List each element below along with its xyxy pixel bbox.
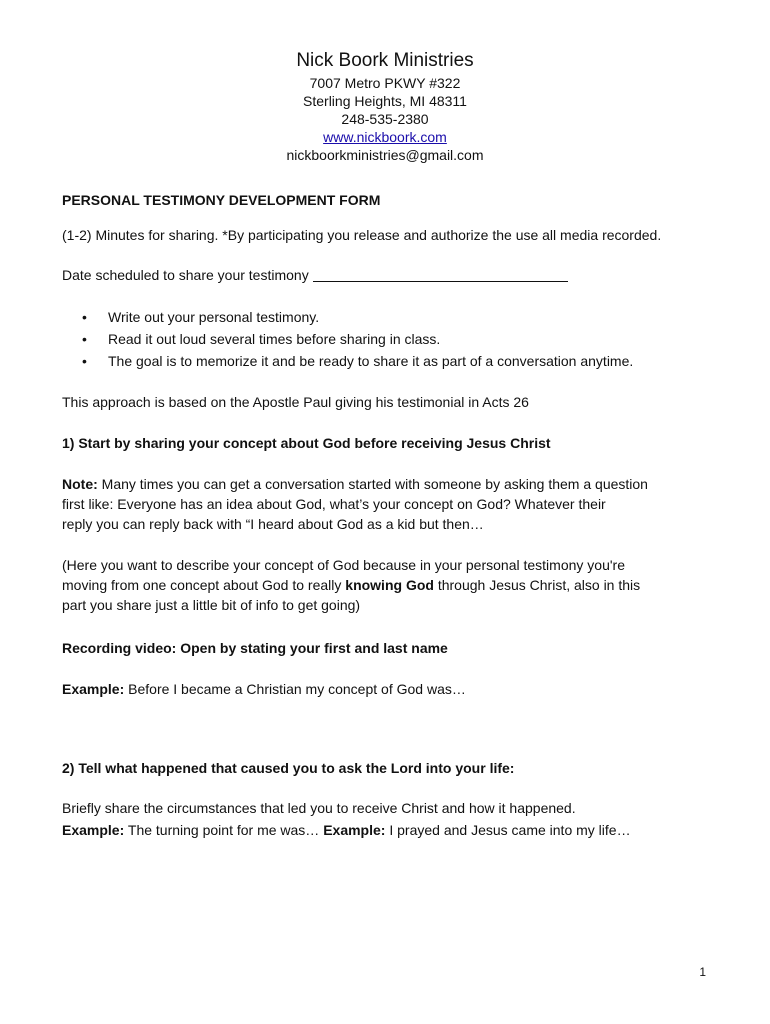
example-2: Example: The turning point for me was… Example: I prayed and Jesus came into my life…: [62, 822, 631, 838]
minutes-notice: (1-2) Minutes for sharing. *By participating you release and authorize the use all media recorded.: [62, 227, 662, 243]
note-paragraph: Note: Many times you can get a conversation started with someone by asking them a question first like: Everyone has an idea about God, what’s your concept on God? Whatever their reply you can reply back with “I heard about God as a kid but then…: [62, 476, 648, 532]
example-label: Example:: [62, 681, 125, 697]
list-item: • Write out your personal testimony.: [82, 309, 320, 325]
page-number: 1: [699, 965, 706, 979]
date-scheduled-row: [62, 265, 722, 285]
bullet-icon: •: [82, 331, 87, 347]
list-item: • Read it out loud several times before sharing in class.: [82, 331, 441, 347]
example-label: Example:: [62, 822, 125, 838]
date-blank-line[interactable]: [313, 267, 568, 282]
form-title: PERSONAL TESTIMONY DEVELOPMENT FORM: [62, 192, 381, 208]
address-line-2: Sterling Heights, MI 48311: [303, 93, 467, 109]
list-item: • The goal is to memorize it and be ready to share it as part of a conversation anytime.: [82, 353, 634, 369]
concept-paragraph: (Here you want to describe your concept of God because in your personal testimony you're moving from one concept about God to really knowing God through Jesus Christ, also in this part you share just a little bit of info to get going): [62, 557, 641, 613]
note-label: Note:: [62, 476, 98, 492]
bullet-icon: •: [82, 353, 87, 369]
approach-text: This approach is based on the Apostle Paul giving his testimonial in Acts 26: [62, 394, 529, 410]
brief-text: Briefly share the circumstances that led you to receive Christ and how it happened.: [62, 800, 576, 816]
letterhead: [0, 48, 770, 164]
phone-number: 248-535-2380: [341, 111, 429, 127]
date-scheduled-label: Date scheduled to share your testimony: [62, 267, 309, 283]
section-1-heading: 1) Start by sharing your concept about God before receiving Jesus Christ: [62, 435, 551, 451]
instruction-list: [62, 307, 722, 373]
recording-instruction: Recording video: Open by stating your first and last name: [62, 640, 448, 656]
emphasis-knowing-god: knowing God: [345, 577, 434, 593]
bullet-icon: •: [82, 309, 87, 325]
address-line-1: 7007 Metro PKWY #322: [309, 75, 461, 91]
section-2-heading: 2) Tell what happened that caused you to ask the Lord into your life:: [62, 760, 515, 776]
organization-name: Nick Boork Ministries: [296, 50, 474, 71]
example-1: Example: Before I became a Christian my concept of God was…: [62, 681, 466, 697]
email-address: nickboorkministries@gmail.com: [286, 147, 484, 163]
website-link[interactable]: www.nickboork.com: [323, 129, 447, 145]
example-label: Example:: [323, 822, 386, 838]
